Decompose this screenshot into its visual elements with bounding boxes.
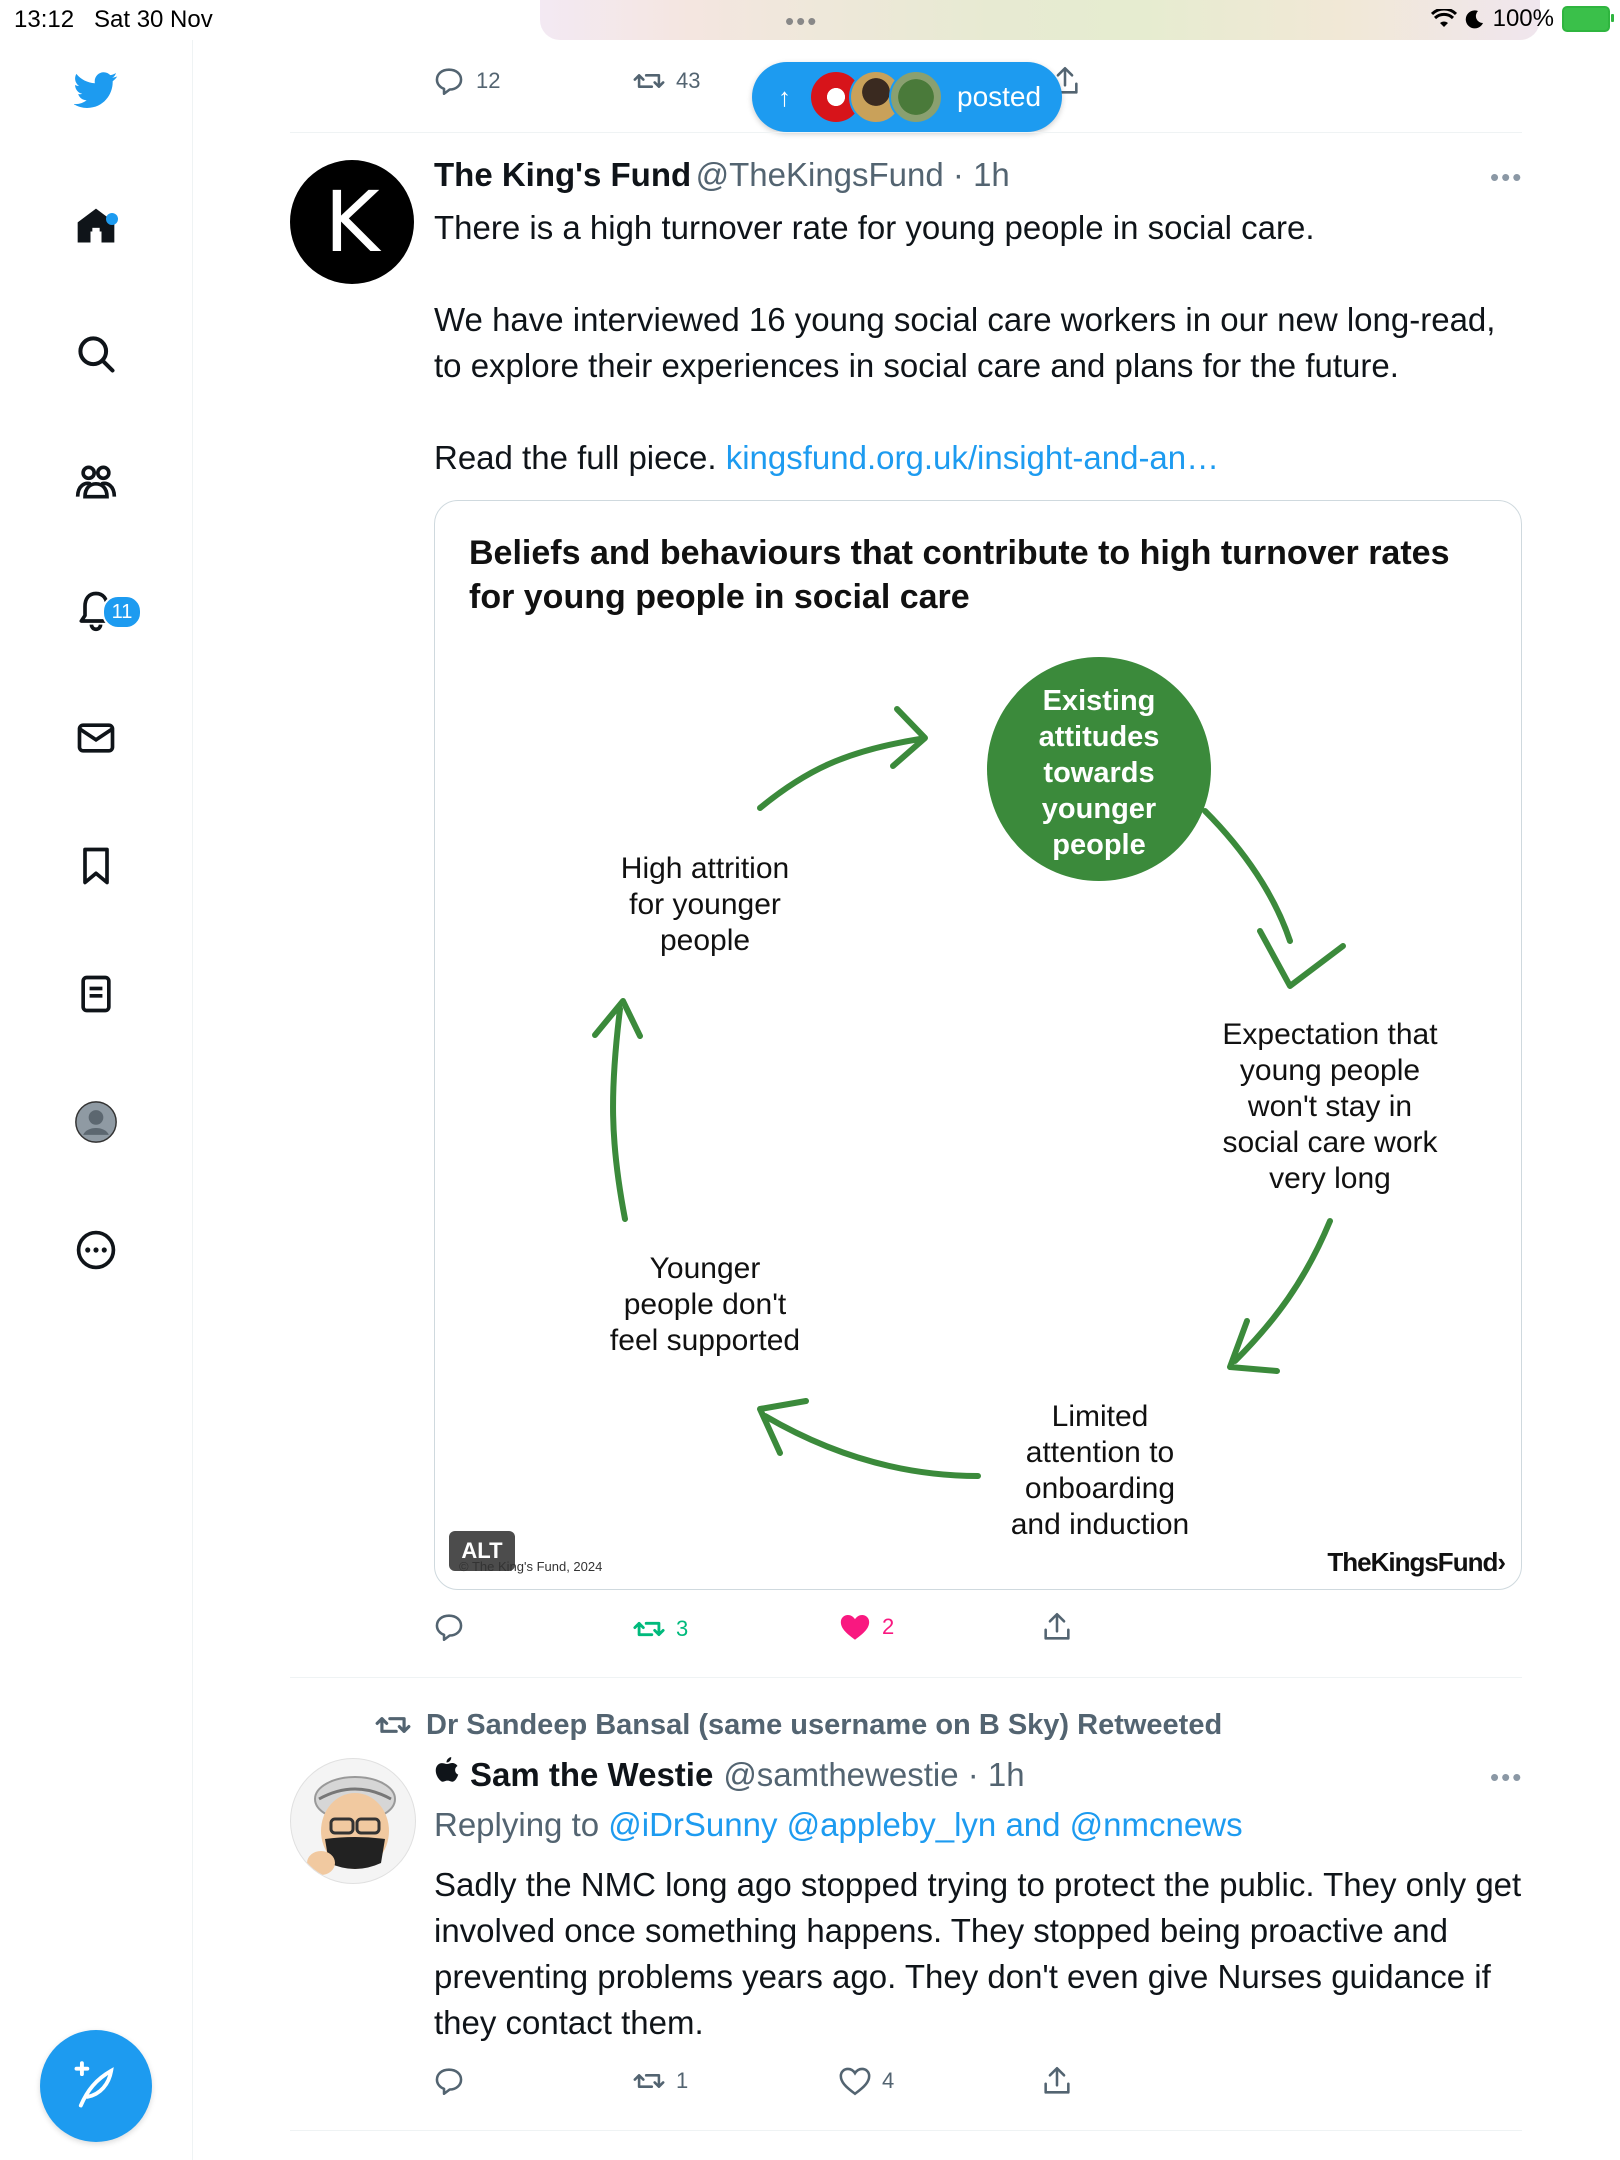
tweet1-like-button[interactable] (838, 1610, 894, 1644)
replying-to-users[interactable]: @iDrSunny @appleby_lyn and @nmcnews (608, 1806, 1243, 1843)
node-line: Expectation that (1222, 1018, 1438, 1051)
node-line: young people (1239, 1054, 1421, 1087)
center-node-line: people (1052, 829, 1146, 861)
node-line: Younger (649, 1252, 761, 1285)
communities-icon (74, 460, 118, 504)
node-line: High attrition (620, 852, 790, 885)
center-node-line: towards (1043, 757, 1155, 789)
tweet1-share-button[interactable] (1040, 1610, 1074, 1644)
compose-feather-icon (70, 2060, 122, 2112)
retweet-icon (632, 2064, 666, 2098)
tweet2-like-button[interactable] (838, 2064, 894, 2098)
share-icon (1040, 1610, 1074, 1644)
wifi-icon (1431, 9, 1457, 29)
tweet2-text: Sadly the NMC long ago stopped trying to protect the public. They only get involved once something happens. They stopped being proactive and preventing problems years ago. They don't even give Nurses guidance if they contact them. (434, 1866, 1522, 2041)
tweet1-reply-button[interactable] (432, 1610, 466, 1644)
nav-messages[interactable] (70, 712, 122, 764)
share-icon (1040, 2064, 1074, 2098)
heart-icon (838, 2064, 872, 2098)
arrow-attitudes-to-expectation (1205, 811, 1290, 941)
tweet1-author-name[interactable]: The King's Fund (434, 156, 692, 193)
image-copyright: © The King's Fund, 2024 (459, 1559, 603, 1574)
tweet1-retweet-count: 3 (676, 1616, 689, 1641)
kingsfund-logo: TheKingsFund› (1327, 1547, 1505, 1577)
reply-icon (432, 1610, 466, 1644)
profile-avatar-icon (74, 1100, 118, 1144)
poster-avatar-3 (889, 70, 943, 124)
compose-tweet-button[interactable] (40, 2030, 152, 2142)
replying-to-prefix: Replying to (434, 1806, 609, 1843)
arrowhead (1260, 931, 1343, 986)
node-line: people don't (623, 1288, 787, 1321)
battery-icon (1562, 6, 1610, 32)
node-line: Limited (1051, 1400, 1149, 1433)
tweet2-reply-button[interactable] (432, 2064, 466, 2098)
nav-profile[interactable] (70, 1096, 122, 1148)
retweeted-by-label: Dr Sandeep Bansal (same username on B Sky) Retweeted (426, 1708, 1223, 1741)
tweet2-author-name[interactable]: Sam the Westie (470, 1756, 714, 1793)
tweet2-like-count: 4 (882, 2068, 895, 2093)
heart-filled-icon (838, 1610, 872, 1644)
tweet2-replying-to (434, 1806, 1243, 1844)
status-date: Sat 30 Nov (94, 6, 213, 33)
node-line: attention to (1025, 1436, 1175, 1469)
home-icon (74, 204, 118, 248)
unsupported-node-label (575, 1251, 835, 1359)
node-line: and induction (1010, 1508, 1190, 1541)
center-node-line: younger (1041, 793, 1157, 825)
notifications-count-badge: 11 (102, 595, 142, 629)
retweeted-by-row[interactable] (374, 1706, 1222, 1744)
retweet-icon (632, 1612, 666, 1646)
arrow-up-icon: ↑ (778, 81, 791, 112)
retweet-count: 43 (676, 68, 701, 93)
node-line: very long (1269, 1162, 1391, 1195)
divider (290, 132, 1522, 133)
status-time: 13:12 (14, 6, 75, 33)
attrition-node-label (575, 851, 835, 959)
tweet2-share-button[interactable] (1040, 2064, 1074, 2098)
sidebar (0, 40, 193, 2160)
nav-bookmarks[interactable] (70, 840, 122, 892)
arrow-attrition-to-attitudes (760, 739, 920, 808)
nav-lists[interactable] (70, 968, 122, 1020)
reply-icon (432, 2064, 466, 2098)
kingsfund-avatar[interactable]: K (290, 160, 414, 284)
node-line: people (659, 924, 751, 957)
moon-icon (1465, 9, 1485, 29)
apple-icon (434, 1756, 460, 1786)
battery-percentage: 100% (1492, 5, 1554, 32)
tweet1-paragraph: There is a high turnover rate for young people in social care. (434, 209, 1315, 246)
divider (290, 1677, 1522, 1678)
nav-more[interactable] (70, 1224, 122, 1276)
lists-icon (74, 972, 118, 1016)
center-node-line: Existing (1042, 685, 1156, 717)
tweet1-link[interactable]: kingsfund.org.uk/insight-and-an… (725, 439, 1220, 476)
node-line: feel supported (609, 1324, 801, 1357)
tweet1-more-button[interactable]: ••• (1490, 162, 1524, 192)
nav-explore[interactable] (70, 328, 122, 380)
tweet1-read-more (434, 435, 1524, 481)
tweet2-header (434, 1756, 1025, 1794)
arrow-expectation-to-limited (1235, 1221, 1330, 1361)
limited-node-label (965, 1399, 1235, 1543)
more-circle-icon (74, 1228, 118, 1272)
tweet1-like-count: 2 (882, 1614, 895, 1639)
twitter-logo-icon[interactable] (70, 64, 122, 116)
node-line: onboarding (1024, 1472, 1176, 1505)
reply-icon (432, 64, 466, 98)
center-node-line: attitudes (1038, 721, 1160, 753)
center-node-label (990, 683, 1208, 863)
node-line: social care work (1222, 1126, 1438, 1159)
tweet2-handle[interactable]: @samthewestie · 1h (723, 1756, 1025, 1793)
expectation-node-label (1180, 1017, 1480, 1197)
divider (290, 2130, 1522, 2131)
reply-count: 12 (476, 68, 501, 93)
arrow-limited-to-unsupported (765, 1416, 978, 1476)
retweet-icon (632, 64, 666, 98)
read-more-prefix: Read the full piece. (434, 439, 726, 476)
tweet2-retweet-button[interactable] (632, 2064, 688, 2098)
tweet1-text (434, 205, 1524, 481)
tweet1-header (434, 156, 1010, 194)
multitasking-handle[interactable]: ••• (785, 6, 819, 36)
samthewestie-avatar[interactable] (290, 1758, 416, 1884)
nav-home[interactable] (70, 200, 122, 252)
previous-tweet-retweet-button[interactable] (632, 64, 700, 98)
home-unread-dot (106, 213, 118, 225)
status-indicators (1431, 5, 1610, 33)
new-posts-label: posted (957, 81, 1042, 112)
tweet2-retweet-count: 1 (676, 2068, 689, 2093)
nav-communities[interactable] (70, 456, 122, 508)
arrow-unsupported-to-attrition (613, 1009, 625, 1219)
tweet1-handle[interactable]: @TheKingsFund · 1h (695, 156, 1010, 193)
image-title: Beliefs and behaviours that contribute to high turnover rates for young people in social care (469, 534, 1450, 616)
search-icon (74, 332, 118, 376)
new-posts-pill[interactable] (752, 62, 1062, 132)
top-media-strip (540, 0, 1540, 40)
bookmark-icon (74, 844, 118, 888)
tweet1-retweet-button[interactable] (632, 1612, 688, 1646)
alt-text-badge[interactable]: ALT (449, 1531, 515, 1571)
node-line: for younger (629, 888, 781, 921)
tweet1-image[interactable] (434, 500, 1522, 1590)
tweet1-paragraph: We have interviewed 16 young social care workers in our new long-read, to explore their experiences in social care and plans for the future. (434, 301, 1496, 384)
memoji-avatar-icon (291, 1759, 415, 1883)
retweet-icon (374, 1706, 412, 1744)
mail-icon (74, 716, 118, 760)
previous-tweet-reply-button[interactable] (432, 64, 500, 98)
status-bar (0, 0, 1620, 40)
tweet2-more-button[interactable]: ••• (1490, 1762, 1524, 1792)
node-line: won't stay in (1247, 1090, 1413, 1123)
